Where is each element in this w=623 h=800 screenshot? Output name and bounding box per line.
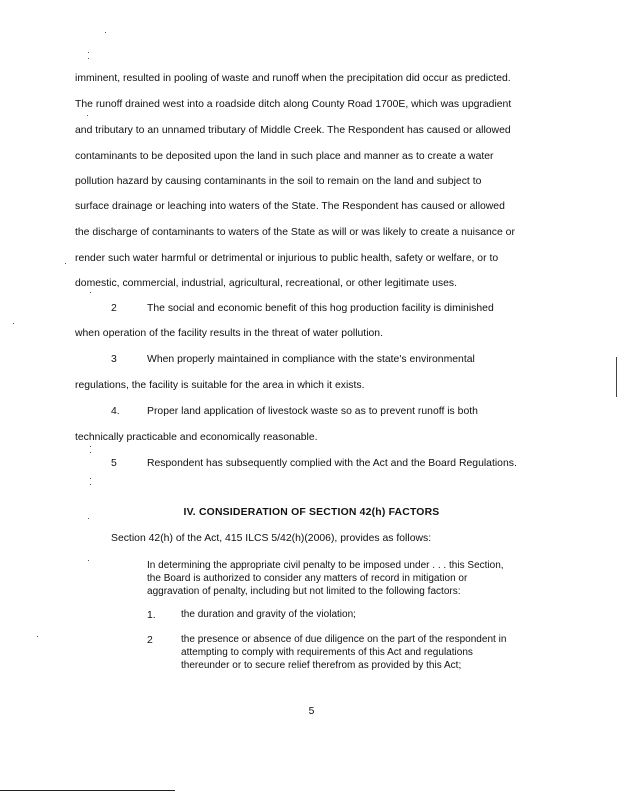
finding-text: Proper land application of livestock waste so as to prevent runoff is both bbox=[147, 406, 478, 417]
finding-number: 5 bbox=[111, 458, 117, 469]
factor-text: attempting to comply with requirements of this Act and regulations bbox=[181, 647, 473, 658]
body-line: pollution hazard by causing contaminants in the soil to remain on the land and subject to bbox=[75, 176, 482, 187]
finding-number: 4. bbox=[111, 406, 120, 417]
scan-speck bbox=[65, 263, 66, 264]
scan-speck bbox=[90, 446, 91, 447]
scan-edge-mark bbox=[616, 357, 617, 397]
scan-speck bbox=[90, 452, 91, 453]
scan-speck bbox=[88, 560, 89, 561]
section-intro: Section 42(h) of the Act, 415 ILCS 5/42(h)(2006), provides as follows: bbox=[111, 533, 432, 544]
footnote-rule bbox=[0, 790, 175, 791]
body-line: render such water harmful or detrimental or injurious to public health, safety or welfare, or to bbox=[75, 253, 499, 264]
factor-text: thereunder or to secure relief therefrom as provided by this Act; bbox=[181, 660, 462, 671]
scan-speck bbox=[87, 115, 88, 116]
scan-speck bbox=[88, 58, 89, 59]
body-line: domestic, commercial, industrial, agricultural, recreational, or other legitimate uses. bbox=[75, 278, 458, 289]
section-heading: IV. CONSIDERATION OF SECTION 42(h) FACTORS bbox=[183, 507, 440, 518]
finding-text: when operation of the facility results in the threat of water pollution. bbox=[75, 328, 383, 339]
body-line: The runoff drained west into a roadside ditch along County Road 1700E, which was upgradient bbox=[75, 99, 512, 110]
scan-speck bbox=[88, 52, 89, 53]
scan-speck bbox=[37, 636, 38, 637]
page-number: 5 bbox=[308, 706, 315, 717]
finding-number: 2 bbox=[111, 303, 117, 314]
factor-number: 1. bbox=[147, 610, 156, 621]
body-line: contaminants to be deposited upon the land in such place and manner as to create a water bbox=[75, 151, 494, 162]
finding-text: Respondent has subsequently complied with the Act and the Board Regulations. bbox=[147, 458, 517, 469]
body-line: the discharge of contaminants to waters of the State as will or was likely to create a nuisance or bbox=[75, 227, 515, 238]
factor-number: 2 bbox=[147, 635, 153, 646]
scan-speck bbox=[105, 32, 106, 33]
body-line: surface drainage or leaching into waters of the State. The Respondent has caused or allowed bbox=[75, 201, 505, 212]
finding-text: When properly maintained in compliance with the state's environmental bbox=[147, 354, 475, 365]
body-line: imminent, resulted in pooling of waste and runoff when the precipitation did occur as predicted. bbox=[75, 73, 511, 84]
scan-speck bbox=[13, 323, 14, 324]
body-line: and tributary to an unnamed tributary of Middle Creek. The Respondent has caused or allowed bbox=[75, 125, 511, 136]
scan-speck bbox=[90, 484, 91, 485]
finding-text: The social and economic benefit of this hog production facility is diminished bbox=[147, 303, 494, 314]
factor-text: the presence or absence of due diligence on the part of the respondent in bbox=[181, 634, 507, 645]
scan-speck bbox=[90, 478, 91, 479]
finding-text: technically practicable and economically reasonable. bbox=[75, 432, 318, 443]
finding-number: 3 bbox=[111, 354, 117, 365]
quote-line: aggravation of penalty, including but not limited to the following factors: bbox=[147, 586, 461, 597]
scan-speck bbox=[90, 292, 91, 293]
quote-line: the Board is authorized to consider any matters of record in mitigation or bbox=[147, 573, 468, 584]
finding-text: regulations, the facility is suitable for the area in which it exists. bbox=[75, 380, 365, 391]
quote-line: In determining the appropriate civil penalty to be imposed under . . . this Section, bbox=[147, 560, 504, 571]
factor-text: the duration and gravity of the violation; bbox=[181, 609, 356, 620]
scan-speck bbox=[88, 518, 89, 519]
